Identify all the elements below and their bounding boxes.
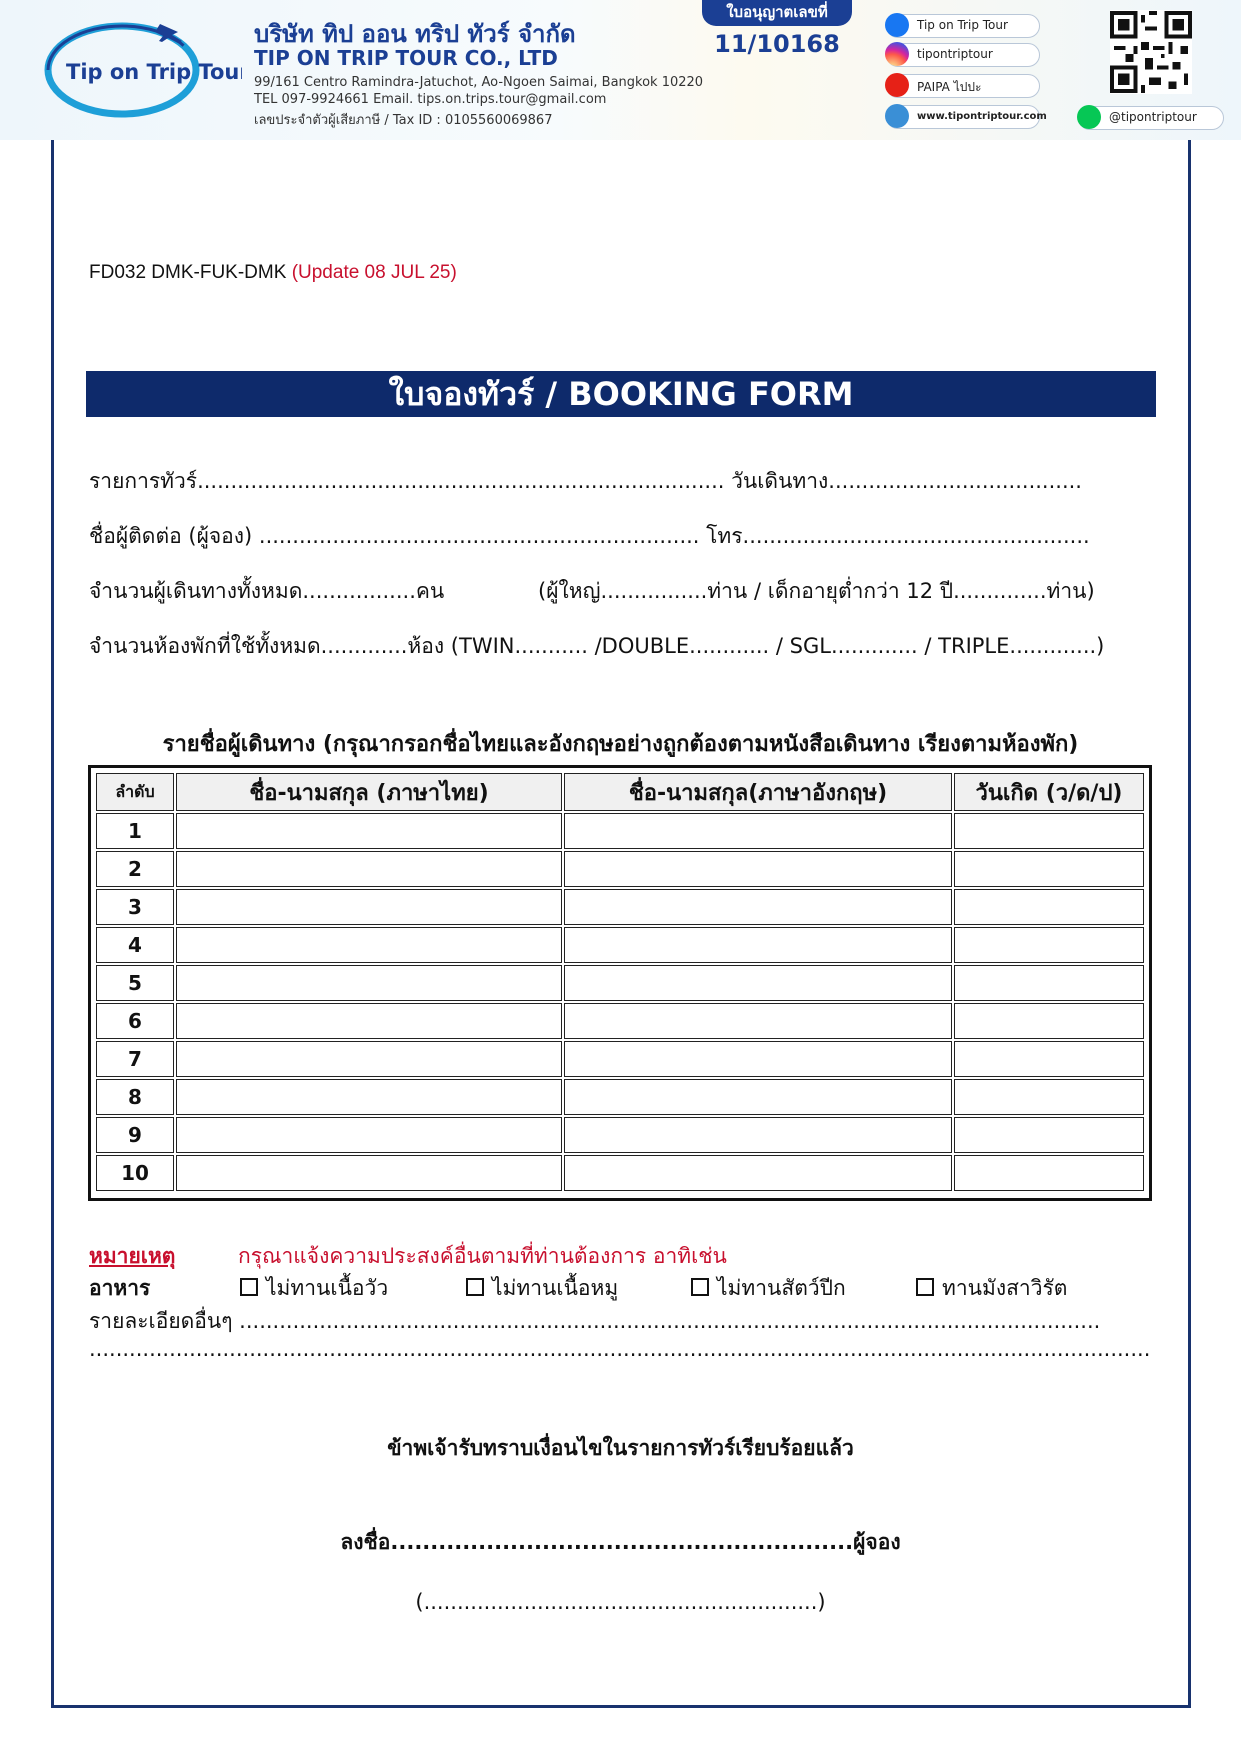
birthdate-cell[interactable] xyxy=(954,965,1144,1001)
english-name-cell[interactable] xyxy=(564,851,952,887)
english-name-cell[interactable] xyxy=(564,1117,952,1153)
thai-name-cell[interactable] xyxy=(176,965,562,1001)
table-row xyxy=(96,1117,1144,1153)
english-name-cell[interactable] xyxy=(564,1155,952,1191)
passenger-table xyxy=(94,771,1146,1193)
field-other-details-line2[interactable]: ............................................................................................................................................................... xyxy=(89,1337,1151,1361)
field-other-details[interactable]: รายละเอียดอื่นๆ ................................................................................................................................. xyxy=(89,1309,1101,1333)
row-number: 9 xyxy=(96,1117,174,1153)
instagram-icon xyxy=(885,42,909,66)
thai-name-cell[interactable] xyxy=(176,927,562,963)
table-row xyxy=(96,1003,1144,1039)
column-header-thai-name: ชื่อ-นามสกุล (ภาษาไทย) xyxy=(176,773,562,811)
license-number: 11/10168 xyxy=(714,30,840,58)
birthdate-cell[interactable] xyxy=(954,1003,1144,1039)
field-tour-and-date[interactable]: รายการทัวร์............................................................................... วันเดินทาง...................................... xyxy=(89,469,1082,493)
column-header-birthdate: วันเกิด (ว/ด/ป) xyxy=(954,773,1144,811)
birthdate-cell[interactable] xyxy=(954,927,1144,963)
notes-heading: หมายเหตุ xyxy=(89,1244,176,1268)
field-adults-children[interactable]: (ผู้ใหญ่................ท่าน / เด็กอายุต่ำกว่า 12 ปี..............ท่าน) xyxy=(538,579,1095,603)
table-row xyxy=(96,965,1144,1001)
update-paren-close: ) xyxy=(450,262,457,283)
birthdate-cell[interactable] xyxy=(954,1041,1144,1077)
social-line[interactable] xyxy=(1078,106,1224,130)
thai-name-cell[interactable] xyxy=(176,851,562,887)
row-number: 3 xyxy=(96,889,174,925)
row-number: 6 xyxy=(96,1003,174,1039)
field-rooms[interactable]: จำนวนห้องพักที่ใช้ทั้งหมด.............ห้อง (TWIN........... /DOUBLE............ / SGL............. / TRIPLE.............) xyxy=(89,634,1105,658)
english-name-cell[interactable] xyxy=(564,927,952,963)
passenger-list-title: รายชื่อผู้เดินทาง (กรุณากรอกชื่อไทยและอังกฤษอย่างถูกต้องตามหนังสือเดินทาง เรียงตามห้องพัก) xyxy=(162,732,1079,757)
thai-name-cell[interactable] xyxy=(176,1003,562,1039)
thai-name-cell[interactable] xyxy=(176,813,562,849)
company-address: 99/161 Centro Ramindra-Jatuchot, Ao-Ngoen Saimai, Bangkok 10220 xyxy=(254,75,704,90)
food-option-label: ไม่ทานสัตว์ปีก xyxy=(717,1276,846,1300)
checkbox-icon[interactable] xyxy=(240,1278,258,1296)
row-number: 5 xyxy=(96,965,174,1001)
row-number: 4 xyxy=(96,927,174,963)
social-website-label: www.tipontriptour.com xyxy=(917,111,1047,122)
social-facebook-label: Tip on Trip Tour xyxy=(917,18,1008,32)
qr-code-icon xyxy=(1110,10,1192,94)
update-date: Update 08 JUL 25 xyxy=(298,262,451,283)
company-name-english: TIP ON TRIP TOUR CO., LTD xyxy=(254,46,558,70)
company-tax-id: เลขประจำตัวผู้เสียภาษี / Tax ID : 0105560069867 xyxy=(254,113,553,128)
acknowledgement-text: ข้าพเจ้ารับทราบเงื่อนไขในรายการทัวร์เรียบร้อยแล้ว xyxy=(387,1436,854,1460)
english-name-cell[interactable] xyxy=(564,813,952,849)
food-option-no-beef[interactable] xyxy=(240,1272,388,1305)
english-name-cell[interactable] xyxy=(564,1003,952,1039)
company-contact: TEL 097-9924661 Email. tips.on.trips.tour@gmail.com xyxy=(254,92,607,107)
tour-code: FD032 DMK-FUK-DMK xyxy=(89,262,287,283)
english-name-cell[interactable] xyxy=(564,965,952,1001)
social-line-label: @tipontriptour xyxy=(1109,110,1197,124)
facebook-icon xyxy=(885,13,909,37)
table-row xyxy=(96,889,1144,925)
social-instagram[interactable] xyxy=(886,43,1040,67)
company-logo xyxy=(42,8,242,128)
checkbox-icon[interactable] xyxy=(691,1278,709,1296)
birthdate-cell[interactable] xyxy=(954,851,1144,887)
table-row xyxy=(96,1079,1144,1115)
license-label: ใบอนุญาตเลขที่ xyxy=(702,0,852,26)
field-contact-and-phone[interactable]: ชื่อผู้ติดต่อ (ผู้จอง) .................................................................. โทร.................................................... xyxy=(89,524,1090,548)
english-name-cell[interactable] xyxy=(564,1041,952,1077)
thai-name-cell[interactable] xyxy=(176,1155,562,1191)
youtube-icon xyxy=(885,73,909,97)
social-facebook[interactable] xyxy=(886,14,1040,38)
globe-icon xyxy=(885,104,909,128)
birthdate-cell[interactable] xyxy=(954,813,1144,849)
row-number: 2 xyxy=(96,851,174,887)
page-title: ใบจองทัวร์ / BOOKING FORM xyxy=(86,371,1156,417)
row-number: 1 xyxy=(96,813,174,849)
food-option-vegetarian[interactable] xyxy=(916,1272,1067,1305)
letterhead xyxy=(0,0,1241,140)
column-header-english-name: ชื่อ-นามสกุล(ภาษาอังกฤษ) xyxy=(564,773,952,811)
update-paren-open: ( xyxy=(291,262,299,283)
table-row xyxy=(96,1155,1144,1191)
logo-swoosh-icon xyxy=(42,8,242,128)
social-website[interactable] xyxy=(886,105,1047,129)
signature-line[interactable]: ลงชื่อ..........................................................ผู้จอง xyxy=(340,1530,901,1554)
social-youtube[interactable] xyxy=(886,74,1040,98)
row-number: 7 xyxy=(96,1041,174,1077)
line-icon xyxy=(1077,105,1101,129)
checkbox-icon[interactable] xyxy=(466,1278,484,1296)
food-option-label: ไม่ทานเนื้อวัว xyxy=(266,1276,389,1300)
field-total-travelers[interactable]: จำนวนผู้เดินทางทั้งหมด.................คน xyxy=(89,579,445,603)
table-row xyxy=(96,1041,1144,1077)
thai-name-cell[interactable] xyxy=(176,1041,562,1077)
checkbox-icon[interactable] xyxy=(916,1278,934,1296)
thai-name-cell[interactable] xyxy=(176,889,562,925)
birthdate-cell[interactable] xyxy=(954,889,1144,925)
row-number: 8 xyxy=(96,1079,174,1115)
food-option-label: ทานมังสาวิรัต xyxy=(942,1276,1068,1300)
food-label: อาหาร xyxy=(89,1276,151,1300)
tour-reference xyxy=(89,262,457,284)
social-youtube-label: PAIPA ไปปะ xyxy=(917,80,982,94)
social-instagram-label: tipontriptour xyxy=(917,47,993,61)
birthdate-cell[interactable] xyxy=(954,1079,1144,1115)
birthdate-cell[interactable] xyxy=(954,1117,1144,1153)
signature-name-line[interactable]: (...........................................................) xyxy=(415,1590,826,1614)
company-name-thai: บริษัท ทิป ออน ทริป ทัวร์ จำกัด xyxy=(254,20,576,48)
food-option-no-pork[interactable] xyxy=(466,1272,618,1305)
english-name-cell[interactable] xyxy=(564,889,952,925)
table-row xyxy=(96,851,1144,887)
english-name-cell[interactable] xyxy=(564,1079,952,1115)
thai-name-cell[interactable] xyxy=(176,1079,562,1115)
thai-name-cell[interactable] xyxy=(176,1117,562,1153)
row-number: 10 xyxy=(96,1155,174,1191)
notes-instruction: กรุณาแจ้งความประสงค์อื่นตามที่ท่านต้องการ อาทิเช่น xyxy=(238,1244,727,1268)
table-row xyxy=(96,927,1144,963)
table-row xyxy=(96,813,1144,849)
food-option-label: ไม่ทานเนื้อหมู xyxy=(492,1276,619,1300)
birthdate-cell[interactable] xyxy=(954,1155,1144,1191)
column-header-order: ลำดับ xyxy=(96,773,174,811)
food-option-no-poultry[interactable] xyxy=(691,1272,846,1305)
logo-text: Tip on Trip Tour xyxy=(66,60,242,84)
